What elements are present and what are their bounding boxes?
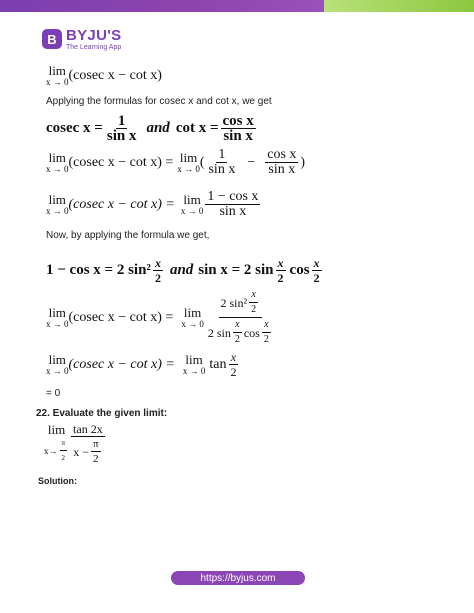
header-accent <box>324 0 474 12</box>
footer-link[interactable]: https://byjus.com <box>171 571 305 585</box>
question-limit: lim x→ $\frac{\pi}{2}$ tan 2x x − $\frac{\pi}{2}$ <box>44 422 103 465</box>
logo-tagline: The Learning App <box>66 44 122 51</box>
formula-cosec-cot: cosec x = $\frac{1}{\text{sin x}}$ and cot x = $\frac{\text{cos x}}{\text{sin x}}$ <box>46 113 254 144</box>
formula-half-angle: 1 − cos x = 2 sin² $\frac{x}{2}$ and sin x = 2 sin $\frac{x}{2}$ cos $\frac{x}{2}$ <box>46 256 320 285</box>
limit-line-5: lim x → 0 (cosec x − cot x) = lim x → 0 tan $\frac{x}{2}$ <box>46 350 237 379</box>
limit-line-3: lim x → 0 (cosec x − cot x) = lim x → 0 $\frac{\text{1 − cos x}}{\text{sin x}}$ <box>46 189 259 219</box>
limit-line-4: lim x → 0 (cosec x − cot x) = lim x → 0 2 sin² $\frac{x}{2}$ 2 sin $\frac{x}{2}$ cos $\frac{x}{2}$ <box>46 289 269 345</box>
logo-mark: B <box>42 29 62 49</box>
logo-name: BYJU'S <box>66 27 122 44</box>
question-22: 22. Evaluate the given limit: <box>36 408 168 419</box>
text-now: Now, by applying the formula we get, <box>46 230 210 241</box>
limit-line-2: lim x → 0 (cosec x − cot x) = lim x → 0 ( $\frac{1}{\text{sin x}}$ − $\frac{\text{cos x}}{\text{sin x}}$ ) <box>46 147 306 177</box>
result-zero: = 0 <box>46 388 61 399</box>
limit-line-1: lim x → 0 (cosec x − cot x) <box>46 63 162 87</box>
text-applying: Applying the formulas for cosec x and cot x, we get <box>46 96 272 107</box>
logo <box>42 28 121 50</box>
solution-label: Solution: <box>38 476 77 486</box>
